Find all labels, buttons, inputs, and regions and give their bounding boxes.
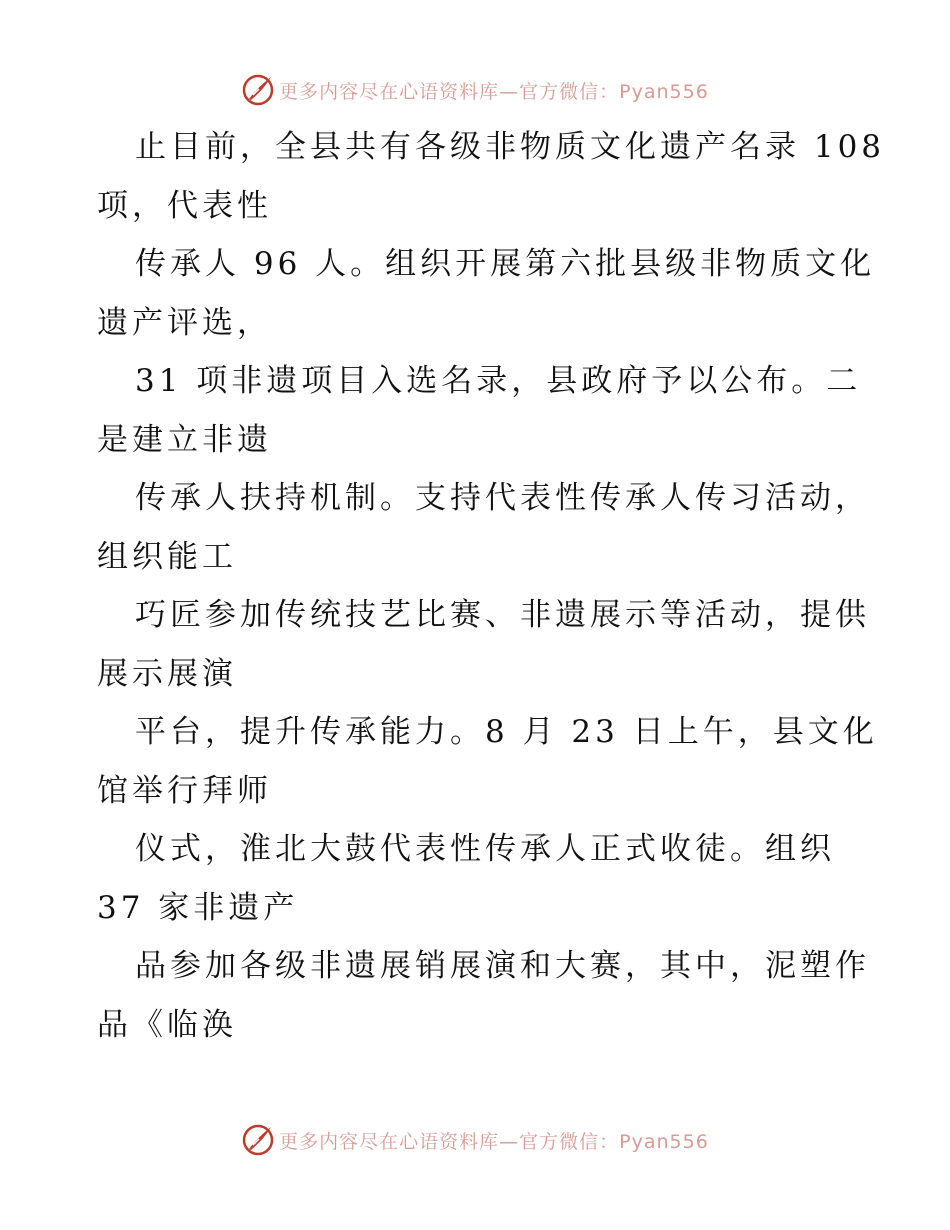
paragraph-8 [97,937,870,1054]
quill-logo-icon [241,73,275,107]
paragraph-6 [97,703,878,820]
text-line: 遗产评选， [97,304,272,341]
text-line: 巧匠参加传统技艺比赛、非遗展示等活动，提供 [135,597,870,633]
footer-watermark [0,1120,950,1160]
text-line: 止目前，全县共有各级非物质文化遗产名录 108 [135,129,886,165]
text-line: 项，代表性 [97,187,272,224]
watermark-text: 更多内容尽在心语资料库—官方微信：Pyan556 [279,1130,709,1153]
text-line: 传承人扶持机制。支持代表性传承人传习活动， [135,480,870,516]
document-body [97,118,886,1054]
text-line: 仪式，淮北大鼓代表性传承人正式收徒。组织 [135,831,835,867]
header-watermark [0,70,950,110]
text-line: 传承人 96 人。组织开展第六批县级非物质文化 [135,246,876,282]
text-line: 是建立非遗 [97,421,272,458]
paragraph-4 [97,469,870,586]
text-line: 31 项非遗项目入选名录，县政府予以公布。二 [135,363,862,399]
paragraph-1 [97,118,886,235]
paragraph-7 [97,820,857,937]
text-line: 组织能工 [97,538,237,575]
paragraph-3 [97,352,862,469]
watermark-text: 更多内容尽在心语资料库—官方微信：Pyan556 [279,80,709,103]
quill-logo-icon [241,1123,275,1157]
text-line: 馆举行拜师 [97,772,272,809]
text-line: 37 家非遗产 [97,889,299,926]
text-line: 平台，提升传承能力。8 月 23 日上午，县文化 [135,714,878,750]
text-line: 展示展演 [97,655,237,692]
text-line: 品《临涣 [97,1006,237,1043]
text-line: 品参加各级非遗展销展演和大赛，其中，泥塑作 [135,948,870,984]
paragraph-5 [97,586,870,703]
paragraph-2 [97,235,876,352]
